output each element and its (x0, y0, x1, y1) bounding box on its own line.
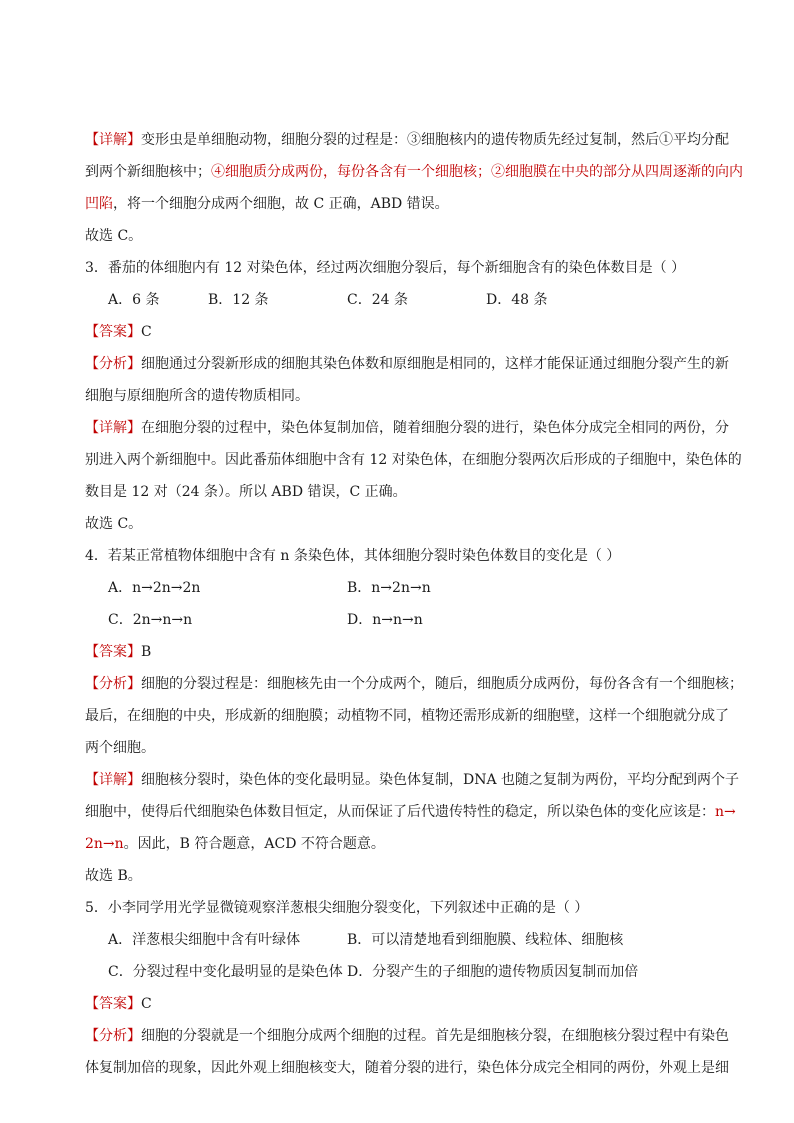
q3-detail-line-2: 别进入两个新细胞中。因此番茄体细胞中含有 12 对染色体，在细胞分裂两次后形成的子细胞中，染色体的 (85, 452, 742, 468)
q4-analysis-line-3: 两个细胞。 (85, 740, 155, 756)
q5-option-c: C．分裂过程中变化最明显的是染色体 (108, 964, 343, 980)
q4-option-b: B．n→2n→n (347, 580, 431, 596)
q2-detail-line-3: 凹陷，将一个细胞分成两个细胞，故 C 正确，ABD 错误。 (85, 196, 449, 212)
q5-option-b: B．可以清楚地看到细胞膜、线粒体、细胞核 (347, 932, 624, 948)
q3-conclusion: 故选 C。 (85, 516, 143, 532)
q4-answer: 【答案】B (85, 644, 152, 660)
q4-analysis-line-1: 【分析】细胞的分裂过程是：细胞核先由一个分成两个，随后，细胞质分成两份，每份各含有一个细胞核； (85, 676, 743, 692)
q3-answer: 【答案】C (85, 324, 152, 340)
q2-detail-line-2: 到两个新细胞核中；④细胞质分成两份，每份各含有一个细胞核；②细胞膜在中央的部分从四周逐渐的向内 (85, 164, 743, 180)
q4-detail-line-3: 2n→n。因此，B 符合题意，ACD 不符合题意。 (85, 836, 385, 852)
q3-option-d: D．48 条 (486, 292, 548, 308)
q2-detail-line-1: 【详解】变形虫是单细胞动物，细胞分裂的过程是：③细胞核内的遗传物质先经过复制，然后①平均分配 (85, 132, 729, 148)
q3-analysis-line-2: 细胞与原细胞所含的遗传物质相同。 (85, 388, 309, 404)
q3-stem: 3．番茄的体细胞内有 12 对染色体，经过两次细胞分裂后，每个新细胞含有的染色体数目是（ ） (85, 260, 686, 276)
detail-tag: 【详解】 (85, 132, 141, 148)
q3-detail-line-1: 【详解】在细胞分裂的过程中，染色体复制加倍，随着细胞分裂的进行，染色体分成完全相同的两份，分 (85, 420, 729, 436)
q3-option-c: C．24 条 (347, 292, 408, 308)
q4-conclusion: 故选 B。 (85, 868, 142, 884)
q4-option-d: D．n→n→n (347, 612, 423, 628)
q4-option-a: A．n→2n→2n (108, 580, 201, 596)
q5-analysis-line-2: 体复制加倍的现象，因此外观上细胞核变大，随着分裂的进行，染色体分成完全相同的两份，外观上是细 (85, 1060, 729, 1076)
q3-option-a: A．6 条 (108, 292, 160, 308)
q3-analysis-line-1: 【分析】细胞通过分裂新形成的细胞其染色体数和原细胞是相同的，这样才能保证通过细胞分裂产生的新 (85, 356, 729, 372)
q3-option-b: B．12 条 (208, 292, 269, 308)
q5-option-d: D．分裂产生的子细胞的遗传物质因复制而加倍 (347, 964, 639, 980)
q5-stem: 5．小李同学用光学显微镜观察洋葱根尖细胞分裂变化，下列叙述中正确的是（ ） (85, 900, 589, 916)
q4-option-c: C．2n→n→n (108, 612, 193, 628)
q2-conclusion: 故选 C。 (85, 228, 143, 244)
q4-detail-line-1: 【详解】细胞核分裂时，染色体的变化最明显。染色体复制，DNA 也随之复制为两份，平均分配到两个子 (85, 772, 740, 788)
q4-detail-line-2: 细胞中，使得后代细胞染色体数目恒定，从而保证了后代遗传特性的稳定，所以染色体的变化应该是：n→ (85, 804, 736, 820)
q5-option-a: A．洋葱根尖细胞中含有叶绿体 (108, 932, 301, 948)
q5-answer: 【答案】C (85, 996, 152, 1012)
q4-stem: 4．若某正常植物体细胞中含有 n 条染色体，其体细胞分裂时染色体数目的变化是（ ） (85, 548, 621, 564)
q4-analysis-line-2: 最后，在细胞的中央，形成新的细胞膜；动植物不同，植物还需形成新的细胞壁，这样一个细胞就分成了 (85, 708, 729, 724)
q5-analysis-line-1: 【分析】细胞的分裂就是一个细胞分成两个细胞的过程。首先是细胞核分裂，在细胞核分裂过程中有染色 (85, 1028, 729, 1044)
q3-detail-line-3: 数目是 12 对（24 条）。所以 ABD 错误，C 正确。 (85, 484, 407, 500)
